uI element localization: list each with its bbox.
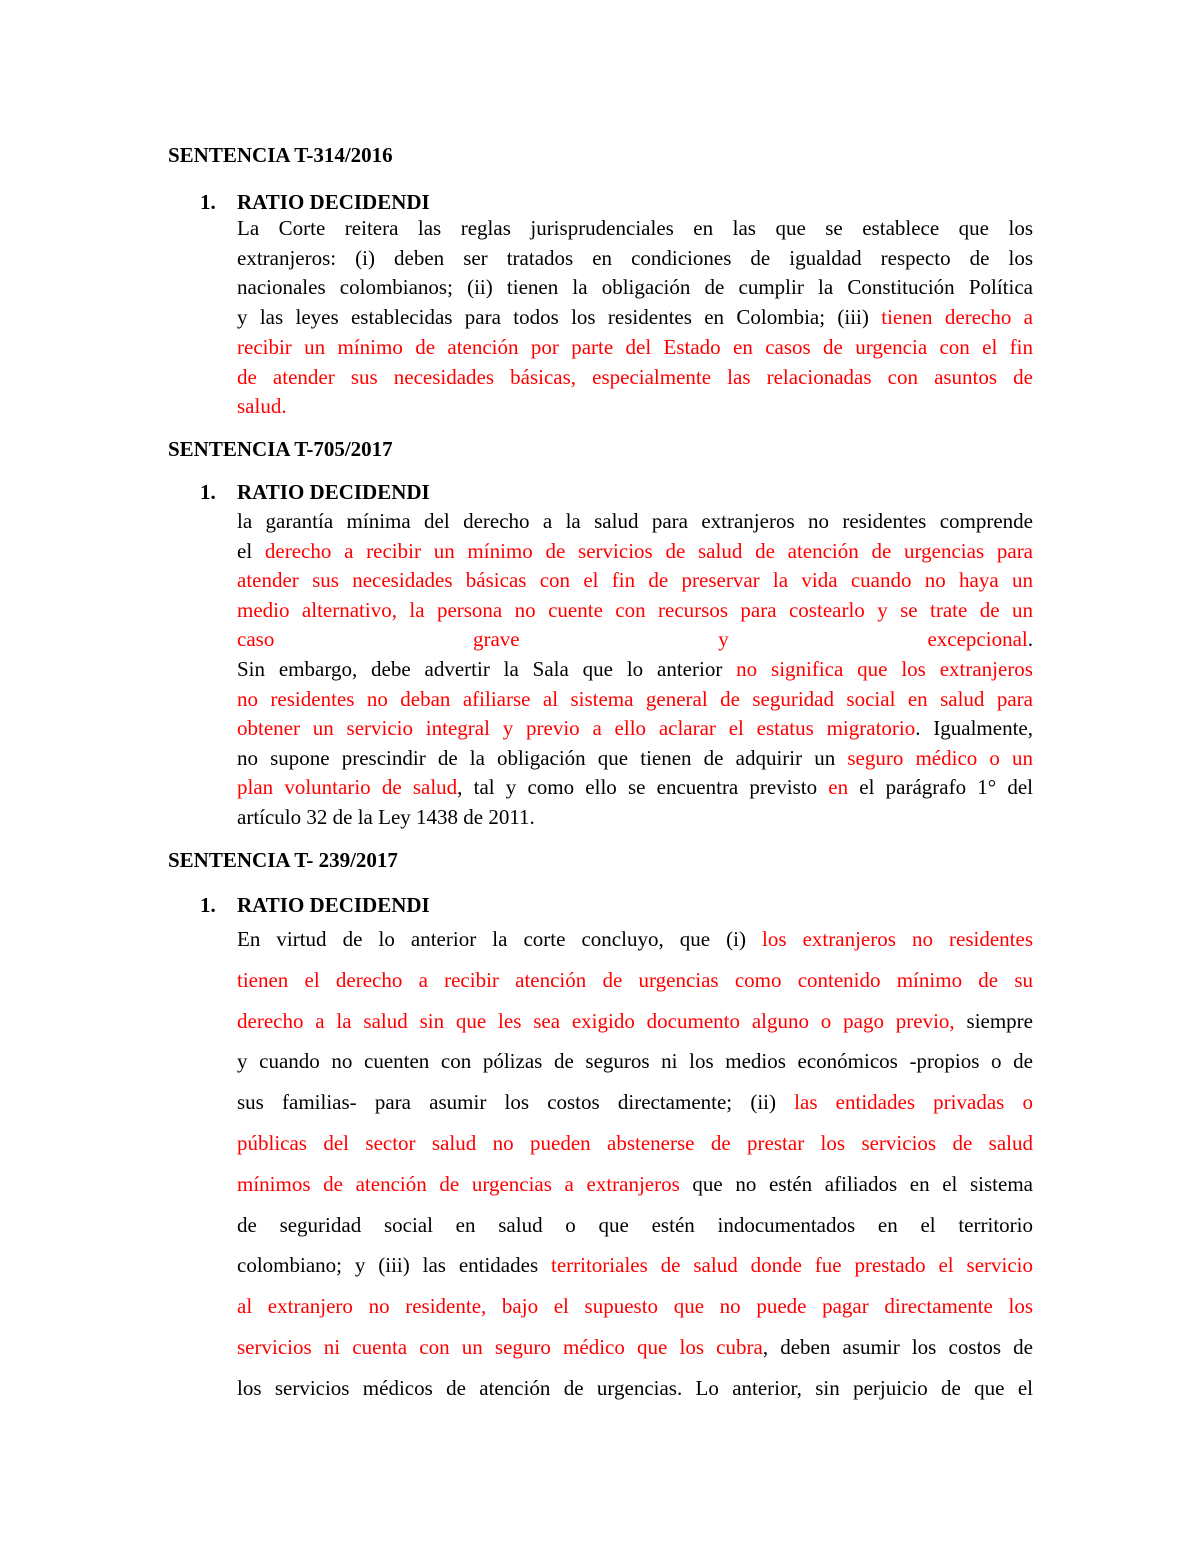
paragraph-line xyxy=(237,960,1033,1001)
subheading-label: RATIO DECIDENDI xyxy=(237,190,430,214)
sentencia-heading: SENTENCIA T-705/2017 xyxy=(168,437,393,461)
body-text: artículo 32 de la Ley 1438 de 2011. xyxy=(237,804,535,829)
paragraph-line xyxy=(237,273,1033,303)
body-text: En virtud de lo anterior la corte concluyo, que (i) xyxy=(237,927,763,951)
highlighted-text: obtener un servicio integral y previo a ello aclarar el estatus migratorio xyxy=(237,716,916,741)
list-number: 1. xyxy=(200,893,216,917)
paragraph-line xyxy=(237,685,1033,715)
highlighted-text: salud. xyxy=(237,394,287,419)
body-text: , tal y como ello se encuentra previsto xyxy=(457,775,829,800)
paragraph-line xyxy=(237,333,1033,363)
list-number: 1. xyxy=(200,190,216,214)
body-text: no supone prescindir de la obligación que tienen de adquirir un xyxy=(237,745,848,770)
sentencia-heading: SENTENCIA T-314/2016 xyxy=(168,143,393,167)
body-text: , deben asumir los costos de xyxy=(762,1334,1033,1359)
highlighted-text: en xyxy=(828,775,849,800)
paragraph-line xyxy=(237,303,1033,333)
highlighted-text: recibir un mínimo de atención por parte del Estado en casos de urgencia con el fin xyxy=(237,334,1033,359)
paragraph-line xyxy=(237,1245,1033,1286)
paragraph-line xyxy=(237,1123,1033,1164)
paragraph-line xyxy=(237,919,1033,960)
highlighted-text: no significa que los extranjeros xyxy=(736,656,1033,681)
highlighted-text: derecho a recibir un mínimo de servicios de salud de atención de urgencias para xyxy=(264,538,1034,563)
paragraph-line xyxy=(237,363,1033,393)
paragraph-line xyxy=(237,1327,1033,1368)
paragraph-line xyxy=(237,507,1033,537)
list-number: 1. xyxy=(200,480,216,504)
highlighted-text: mínimos de atención de urgencias a extranjeros xyxy=(237,1171,680,1196)
body-text: siempre xyxy=(954,1008,1033,1033)
highlighted-text: las entidades privadas o xyxy=(794,1090,1033,1115)
body-text: Sin embargo, debe advertir la Sala que lo anterior xyxy=(237,656,737,681)
paragraph-line xyxy=(237,1041,1033,1082)
paragraph-line xyxy=(237,744,1033,774)
paragraph-line xyxy=(237,1368,1033,1409)
paragraph-line xyxy=(237,392,1033,422)
highlighted-text: seguro médico o un xyxy=(847,745,1034,770)
paragraph-line xyxy=(237,803,1033,833)
highlighted-text: públicas del sector salud no pueden abstenerse de prestar los servicios de salud xyxy=(237,1130,1033,1155)
body-text: y las leyes establecidas para todos los residentes en Colombia; (iii) xyxy=(237,305,882,330)
body-text: La Corte reitera las reglas jurisprudenciales en las que se establece que los xyxy=(237,216,1033,240)
paragraph-line xyxy=(237,1286,1033,1327)
body-text: el parágrafo 1° del xyxy=(848,775,1033,800)
body-text: . xyxy=(1027,627,1033,652)
ratio-decidendi-heading xyxy=(200,480,430,504)
highlighted-text: medio alternativo, la persona no cuente con recursos para costearlo y se trate de un xyxy=(237,597,1033,622)
paragraph-line xyxy=(237,244,1033,274)
highlighted-text: los extranjeros no residentes xyxy=(762,927,1033,951)
paragraph-line xyxy=(237,1205,1033,1246)
paragraph-line xyxy=(237,625,1033,655)
highlighted-text: plan voluntario de salud xyxy=(237,775,458,800)
paragraph-line xyxy=(237,1082,1033,1123)
highlighted-text: caso grave y excepcional xyxy=(237,627,1028,652)
highlighted-text: tienen derecho a xyxy=(881,305,1033,330)
paragraph-line xyxy=(237,566,1033,596)
highlighted-text: atender sus necesidades básicas con el fin de preservar la vida cuando no haya un xyxy=(237,568,1033,593)
highlighted-text: territoriales de salud donde fue prestado el servicio xyxy=(551,1253,1033,1278)
body-text: el xyxy=(237,538,265,563)
ratio-decidendi-heading xyxy=(200,893,430,917)
subheading-label: RATIO DECIDENDI xyxy=(237,893,430,917)
body-text: y cuando no cuenten con pólizas de seguros ni los medios económicos -propios o de xyxy=(237,1049,1033,1074)
highlighted-text: derecho a la salud sin que les sea exigido documento alguno o pago previo, xyxy=(237,1008,955,1033)
paragraph-line xyxy=(237,714,1033,744)
sentencia-heading: SENTENCIA T- 239/2017 xyxy=(168,848,398,872)
body-text: sus familias- para asumir los costos directamente; (ii) xyxy=(237,1090,795,1115)
ratio-paragraph xyxy=(237,507,1033,833)
paragraph-line xyxy=(237,655,1033,685)
body-text: extranjeros: (i) deben ser tratados en condiciones de igualdad respecto de los xyxy=(237,245,1033,270)
body-text: de seguridad social en salud o que estén indocumentados en el territorio xyxy=(237,1212,1033,1237)
highlighted-text: de atender sus necesidades básicas, especialmente las relacionadas con asuntos de xyxy=(237,364,1033,389)
paragraph-line xyxy=(237,773,1033,803)
body-text: los servicios médicos de atención de urgencias. Lo anterior, sin perjuicio de que el xyxy=(237,1375,1033,1400)
highlighted-text: al extranjero no residente, bajo el supuesto que no puede pagar directamente los xyxy=(237,1294,1033,1319)
body-text: . Igualmente, xyxy=(915,716,1033,741)
paragraph-line xyxy=(237,1001,1033,1042)
ratio-paragraph xyxy=(237,919,1033,1409)
subheading-label: RATIO DECIDENDI xyxy=(237,480,430,504)
body-text: colombiano; y (iii) las entidades xyxy=(237,1253,551,1278)
paragraph-line xyxy=(237,596,1033,626)
paragraph-line xyxy=(237,537,1033,567)
highlighted-text: no residentes no deban afiliarse al sistema general de seguridad social en salud para xyxy=(237,686,1033,711)
body-text: nacionales colombianos; (ii) tienen la obligación de cumplir la Constitución Política xyxy=(237,275,1033,300)
highlighted-text: servicios ni cuenta con un seguro médico que los cubra xyxy=(237,1334,763,1359)
highlighted-text: tienen el derecho a recibir atención de urgencias como contenido mínimo de su xyxy=(237,967,1033,992)
body-text: la garantía mínima del derecho a la salud para extranjeros no residentes comprende xyxy=(237,509,1033,533)
paragraph-line xyxy=(237,1164,1033,1205)
ratio-decidendi-heading xyxy=(200,190,430,214)
body-text: que no estén afiliados en el sistema xyxy=(679,1171,1033,1196)
ratio-paragraph xyxy=(237,214,1033,422)
paragraph-line xyxy=(237,214,1033,244)
